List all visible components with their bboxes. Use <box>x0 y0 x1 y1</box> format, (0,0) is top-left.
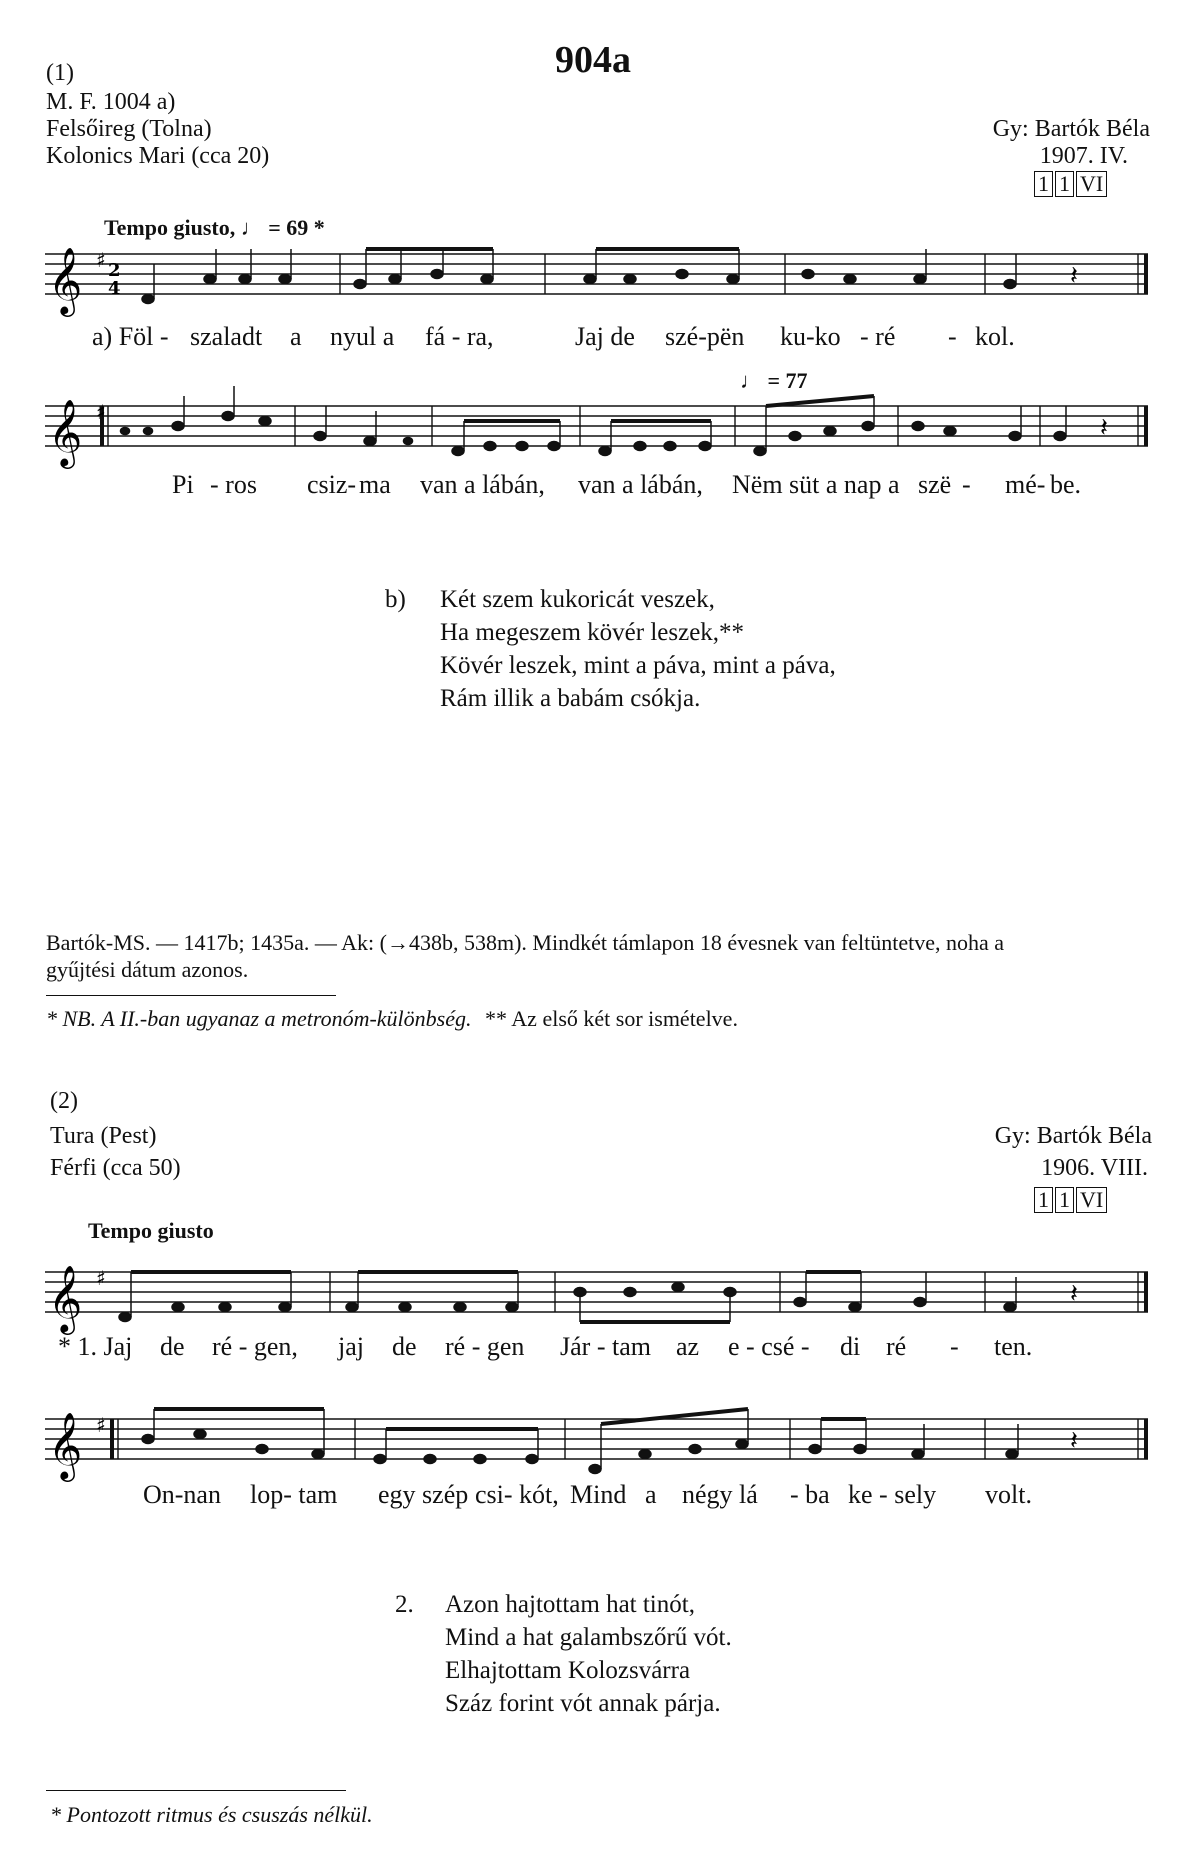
lyric-syllable: Jár - tam <box>560 1332 651 1361</box>
sharp-icon: ♯ <box>96 248 106 272</box>
lyric-syllable: jaj <box>338 1332 364 1361</box>
tempo-label: Tempo giusto, <box>104 215 236 240</box>
music-staff <box>0 374 1200 464</box>
lyric-syllable: fá - ra, <box>425 322 494 351</box>
lyric-syllable: * 1. Jaj <box>58 1332 133 1361</box>
lyric-syllable: - ba <box>790 1480 830 1509</box>
singer: Férfi (cca 50) <box>50 1155 181 1181</box>
collection-date: 1907. IV. <box>1039 143 1128 169</box>
lyric-syllable: ré - gen <box>445 1332 525 1361</box>
lyric-syllable: csi- kót, <box>475 1480 559 1509</box>
lyric-syllable: szë <box>918 470 952 499</box>
lyric-syllable: csiz- <box>307 470 357 499</box>
lyric-syllable: de <box>160 1332 185 1361</box>
lyric-syllable: nyul a <box>330 322 395 351</box>
treble-clef-icon: 𝄞 <box>48 1264 83 1332</box>
lyric-syllable: Pi <box>172 470 194 499</box>
classification <box>1034 1187 1109 1213</box>
lyric-syllable: - ré <box>860 322 896 351</box>
page-title: 904a <box>555 39 631 81</box>
stanza-line: Ha megeszem kövér leszek,** <box>440 619 745 646</box>
stanza-line: Kövér leszek, mint a páva, mint a páva, <box>440 652 836 679</box>
class-box: VI <box>1076 171 1107 197</box>
music-staff <box>0 1240 1200 1330</box>
class-box: 1 <box>1055 1187 1074 1213</box>
quarter-note-icon: ♩ <box>240 215 263 240</box>
footnote-divider <box>46 1790 346 1791</box>
sharp-icon: ♯ <box>96 1266 106 1290</box>
editorial-note: Bartók-MS. — 1417b; 1435a. — Ak: (→438b, 538m). Mindkét támlapon 18 évesnek van feltüntetve, noha a <box>46 930 1005 955</box>
lyric-syllable: de <box>392 1332 417 1361</box>
lyric-syllable: - <box>962 470 971 499</box>
footnote-b: ** Az első két sor ismételve. <box>485 1006 738 1031</box>
song-number: (2) <box>50 1088 78 1114</box>
lyric-syllable: volt. <box>985 1480 1032 1509</box>
stanza-line: Mind a hat galambszőrű vót. <box>445 1624 732 1651</box>
collector: Gy: Bartók Béla <box>992 116 1150 142</box>
class-box: 1 <box>1055 171 1074 197</box>
music-staff <box>0 1387 1200 1477</box>
tempo-change-value: = 77 <box>767 368 808 393</box>
lyric-syllable: e - csé - <box>728 1332 810 1361</box>
lyric-syllable: egy szép <box>378 1480 469 1509</box>
tempo-value: = 69 * <box>268 215 325 240</box>
lyric-syllable: szaladt <box>190 322 263 351</box>
class-box: 1 <box>1034 1187 1053 1213</box>
stanza-line: Két szem kukoricát veszek, <box>440 586 715 613</box>
lyric-syllable: - ros <box>210 470 257 499</box>
rest-icon: 𝄽 <box>1070 261 1078 291</box>
stanza-line: Rám illik a babám csókja. <box>440 685 701 712</box>
footnote-divider <box>46 995 336 996</box>
treble-clef-icon: 𝄞 <box>48 1411 83 1479</box>
lyric-syllable: be. <box>1050 470 1082 499</box>
singer: Kolonics Mari (cca 20) <box>46 143 270 169</box>
lyric-syllable: On-nan <box>143 1480 221 1509</box>
treble-clef-icon: 𝄞 <box>48 246 83 314</box>
lyric-syllable: ku-ko <box>780 322 841 351</box>
lyric-syllable: - <box>948 322 957 351</box>
collector: Gy: Bartók Béla <box>994 1123 1152 1149</box>
stanza-line: Azon hajtottam hat tinót, <box>445 1591 695 1618</box>
lyric-syllable: di <box>840 1332 861 1361</box>
source-reference: M. F. 1004 a) <box>46 89 176 115</box>
lyric-syllable: Jaj de <box>575 322 635 351</box>
time-signature: 4 <box>108 278 121 299</box>
treble-clef-icon: 𝄞 <box>48 398 83 466</box>
lyric-syllable: a) Föl - <box>92 322 169 351</box>
classification <box>1034 171 1109 197</box>
stanza-label: b) <box>385 586 406 613</box>
lyric-syllable: mé- <box>1005 470 1046 499</box>
music-staff <box>0 222 1200 314</box>
quarter-note-icon: ♩ <box>740 368 762 393</box>
lyric-syllable: ten. <box>994 1332 1033 1361</box>
class-box: VI <box>1076 1187 1107 1213</box>
rest-icon: 𝄽 <box>1070 1426 1078 1456</box>
sharp-icon: ♯ <box>96 400 106 424</box>
lyric-syllable: Mind <box>570 1480 627 1509</box>
lyric-syllable: négy lá <box>682 1480 758 1509</box>
lyric-syllable: ré - gen, <box>212 1332 298 1361</box>
time-signature: 2 <box>108 260 121 281</box>
rest-icon: 𝄽 <box>1100 413 1108 443</box>
place: Tura (Pest) <box>50 1123 157 1149</box>
lyric-syllable: a <box>645 1480 657 1509</box>
lyric-syllable: ma <box>359 470 391 499</box>
sharp-icon: ♯ <box>96 1413 106 1437</box>
lyric-syllable: ke - sely <box>848 1480 937 1509</box>
editorial-note-continued: gyűjtési dátum azonos. <box>46 957 249 982</box>
stanza-label: 2. <box>395 1591 414 1618</box>
footnote-a: * NB. A II.-ban ugyanaz a metronóm-különbség. <box>46 1006 472 1031</box>
place: Felsőireg (Tolna) <box>46 116 212 142</box>
lyric-syllable: Nëm süt a nap a <box>732 470 900 499</box>
song-number: (1) <box>46 60 74 86</box>
lyric-syllable: az <box>676 1332 700 1361</box>
lyric-syllable: ré <box>886 1332 907 1361</box>
stanza-line: Elhajtottam Kolozsvárra <box>445 1657 691 1684</box>
lyric-syllable: van a lábán, <box>420 470 545 499</box>
lyric-syllable: a <box>290 322 302 351</box>
lyric-syllable: szé-pën <box>665 322 745 351</box>
lyric-syllable: van a lábán, <box>578 470 703 499</box>
lyric-syllable: lop- tam <box>250 1480 338 1509</box>
class-box: 1 <box>1034 171 1053 197</box>
lyric-syllable: - <box>950 1332 959 1361</box>
footnote: * Pontozott ritmus és csuszás nélkül. <box>50 1802 373 1827</box>
lyric-syllable: kol. <box>975 322 1015 351</box>
stanza-line: Száz forint vót annak párja. <box>445 1690 721 1717</box>
tempo-marking: Tempo giusto <box>88 1218 214 1243</box>
rest-icon: 𝄽 <box>1070 1279 1078 1309</box>
footnote <box>46 1004 738 1034</box>
collection-date: 1906. VIII. <box>1041 1155 1148 1181</box>
